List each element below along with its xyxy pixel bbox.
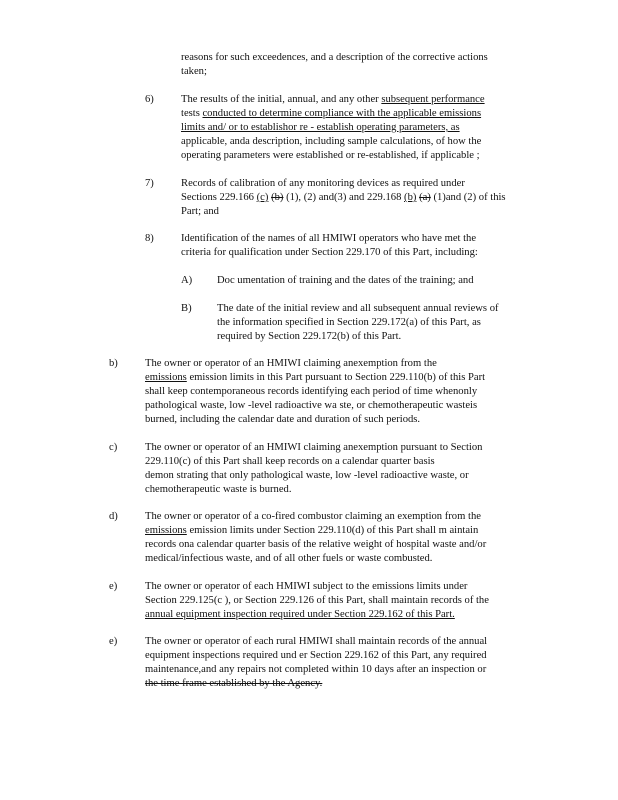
inserted-text: emissions [145,525,187,536]
subitem-label: B) [181,303,192,314]
text-span: Sections 229.166 [181,192,257,203]
text-line: burned, including the calendar date and duration of such periods. [145,414,421,425]
text-line [145,371,485,385]
text-line: medical/infectious waste, and of all other fuels or waste combusted. [145,553,433,564]
deleted-text: (b) [271,192,284,203]
text-line: criteria for qualification under Section 229.170 of this Part, including: [181,247,478,258]
text-line: The owner or operator of a co-fired combustor claiming an exemption from the [145,511,481,522]
text-line: The owner or operator of an HMIWI claiming anexemption pursuant to Section [145,442,483,453]
section-label: b) [109,358,118,369]
inserted-text: subsequent performance [381,94,485,105]
inserted-text: (c) [256,192,269,203]
text-line: records ona calendar quarter basis of the relative weight of hospital waste and/or [145,539,487,550]
text-line [181,107,481,121]
item-label: 7) [145,178,154,189]
text-span: (1)and (2) of this [430,192,506,203]
section-label: c) [109,442,118,453]
inserted-text: conducted to determine compliance with the applicable emissions [202,108,482,119]
text-span: tests [181,108,203,119]
text-line: The owner or operator of each rural HMIWI shall maintain records of the annual [145,636,488,647]
inserted-text: emissions [145,372,187,383]
deleted-text: (a) [419,192,431,203]
text-line: Section 229.125(c ), or Section 229.126 of this Part, shall maintain records of the [145,595,489,606]
text-line [181,93,485,107]
text-line: maintenance,and any repairs not completed within 10 days after an inspection or [145,664,487,675]
text-line: The owner or operator of an HMIWI claiming anexemption from the [145,358,437,369]
text-line [145,524,478,538]
inserted-text: limits and/ or to establishor re - establish operating parameters, as [181,122,460,133]
text-line: shall keep contemporaneous records identifying each period of time whenonly [145,386,478,397]
section-label: d) [109,511,118,522]
subitem-label: A) [181,275,193,286]
text-line: The date of the initial review and all subsequent annual reviews of [217,303,499,314]
text-line: Doc umentation of training and the dates of the training; and [217,275,474,286]
text-line: taken; [181,66,207,77]
section-label: e) [109,581,118,592]
text-line: the information specified in Section 229.172(a) of this Part, as [217,317,481,328]
text-line [181,191,506,205]
text-span: emission limits under Section 229.110(d) of this Part shall m aintain [186,525,479,536]
text-line: operating parameters were established or re-established, if applicable ; [181,150,480,161]
inserted-text: annual equipment inspection required under Section 229.162 of this Part. [145,609,455,620]
inserted-text: (b) [404,192,417,203]
text-span: The results of the initial, annual, and any other [181,94,382,105]
text-line: required by Section 229.172(b) of this Part. [217,331,402,342]
text-line: Part; and [181,206,219,217]
text-line: Identification of the names of all HMIWI operators who have met the [181,233,477,244]
deleted-text: the time frame established by the Agency. [145,678,323,689]
text-line: chemotherapeutic waste is burned. [145,484,292,495]
item-label: 8) [145,233,154,244]
text-line: applicable, anda description, including sample calculations, of how the [181,136,482,147]
text-line: The owner or operator of each HMIWI subject to the emissions limits under [145,581,468,592]
text-line: reasons for such exceedences, and a description of the corrective actions [181,52,488,63]
text-line: 229.110(c) of this Part shall keep records on a calendar quarter basis [145,456,435,467]
text-line: pathological waste, low -level radioactive wa ste, or chemotherapeutic wasteis [145,400,478,411]
text-line: equipment inspections required und er Section 229.162 of this Part, any required [145,650,487,661]
text-span: (1), (2) and(3) and 229.168 [283,192,405,203]
text-line: Records of calibration of any monitoring devices as required under [181,178,465,189]
section-label: e) [109,636,118,647]
item-label: 6) [145,94,154,105]
text-span: emission limits in this Part pursuant to Section 229.110(b) of this Part [186,372,486,383]
text-line: demon strating that only pathological waste, low -level radioactive waste, or [145,470,469,481]
